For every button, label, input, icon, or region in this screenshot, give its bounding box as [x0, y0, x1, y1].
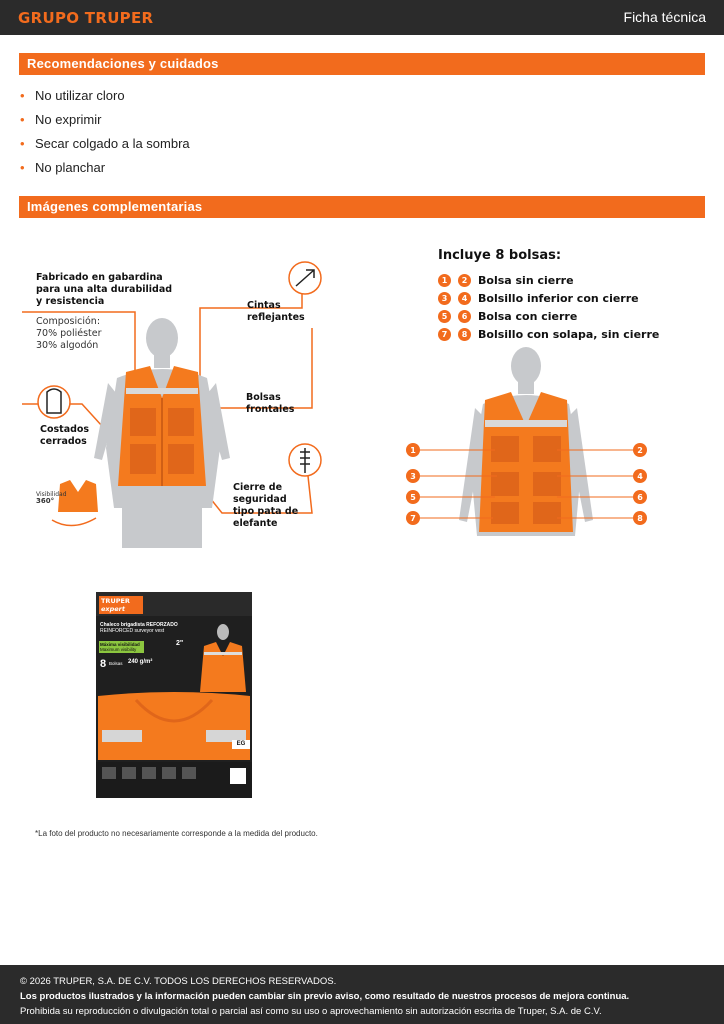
list-item: • No planchar — [20, 158, 190, 182]
pockets-vest-illustration — [395, 240, 665, 540]
product-package-image — [96, 592, 252, 798]
top-bar — [0, 0, 724, 35]
marker-label: 2 — [637, 446, 643, 455]
pocket-row: 5 6 Bolsa con cierre — [438, 308, 577, 324]
front-pockets-callout: Bolsas frontales — [246, 392, 295, 415]
marker-label: 3 — [410, 472, 416, 481]
section-care-header: Recomendaciones y cuidados — [19, 53, 705, 75]
marker-label: 5 — [410, 493, 416, 502]
footer-prohibition: Prohibida su reproducción o divulgación total o parcial así como su uso o aprovechamiento sin autorización escrita de Truper, S.A. de C.V. — [20, 1006, 602, 1017]
marker-label: 7 — [410, 514, 416, 523]
document-type: Ficha técnica — [623, 9, 706, 25]
zipper-callout: Cierre de seguridad tipo pata de elefante — [233, 482, 299, 529]
list-item: • Secar colgado a la sombra — [20, 134, 190, 158]
bullet-icon: • — [20, 160, 25, 175]
fabric-callout: Fabricado en gabardina para una alta durabilidad y resistencia — [36, 272, 173, 307]
bullet-icon: • — [20, 136, 25, 151]
package-tape-size: 2" — [176, 640, 184, 647]
marker-label: 8 — [637, 514, 643, 523]
pockets-title: Incluye 8 bolsas: — [438, 248, 562, 263]
marker-label: 4 — [637, 472, 643, 481]
package-product-name: Chaleco brigadista REFORZADO REINFORCED surveyor vest — [100, 622, 178, 634]
brand-logo: GRUPO TRUPER — [18, 9, 154, 27]
closed-sides-callout: Costados cerrados — [40, 424, 90, 447]
pockets-figure — [395, 240, 665, 540]
package-brand: TRUPER expert — [99, 596, 143, 614]
care-list — [20, 86, 190, 182]
package-visibility-badge: Máxima visibilidad Maximum visibility — [99, 641, 144, 653]
marker-label: 6 — [637, 493, 643, 502]
pocket-row: 7 8 Bolsillo con solapa, sin cierre — [438, 326, 659, 342]
composition-callout: Composición: 70% poliéster 30% algodón — [36, 316, 102, 351]
package-weight: 240 g/m² — [128, 659, 153, 665]
package-size-badge: EG — [232, 740, 250, 749]
bullet-icon: • — [20, 112, 25, 127]
list-item: • No utilizar cloro — [20, 86, 190, 110]
footer-copyright: © 2026 TRUPER, S.A. DE C.V. TODOS LOS DERECHOS RESERVADOS. — [20, 976, 337, 987]
list-item: • No exprimir — [20, 110, 190, 134]
pocket-row: 1 2 Bolsa sin cierre — [438, 272, 574, 288]
marker-label: 1 — [410, 446, 416, 455]
pocket-row: 3 4 Bolsillo inferior con cierre — [438, 290, 639, 306]
footer — [0, 965, 724, 1024]
visibility-label: Visibilidad 360° — [36, 491, 67, 505]
package-pockets-number: 8 — [100, 658, 107, 670]
footer-notice: Los productos ilustrados y la información pueden cambiar sin previo aviso, como resultado de nuestros procesos de mejora continua. — [20, 991, 630, 1002]
footnote: *La foto del producto no necesariamente corresponde a la medida del producto. — [35, 829, 318, 838]
vest-features-figure — [22, 248, 332, 548]
section-images-header: Imágenes complementarias — [19, 196, 705, 218]
bullet-icon: • — [20, 88, 25, 103]
reflective-callout: Cintas reflejantes — [247, 300, 305, 323]
package-pockets-label: Bolsas — [109, 661, 123, 666]
